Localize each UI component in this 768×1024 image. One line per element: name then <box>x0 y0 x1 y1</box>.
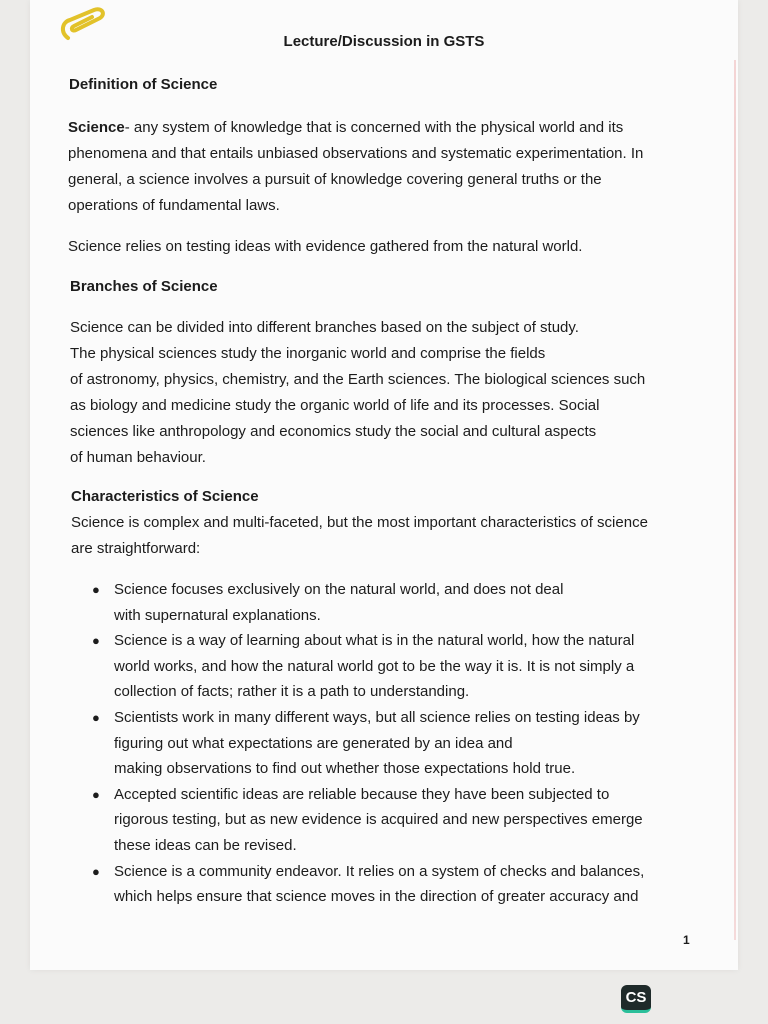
bullet-icon: ● <box>92 582 100 597</box>
characteristics-intro <box>71 510 648 562</box>
definition-heading: Definition of Science <box>69 76 218 93</box>
science-term: Science <box>68 119 125 136</box>
definition-line: operations of fundamental laws. <box>68 197 280 214</box>
characteristics-list <box>90 577 700 910</box>
branches-heading: Branches of Science <box>70 278 218 295</box>
evidence-sentence: Science relies on testing ideas with evidence gathered from the natural world. <box>68 238 583 255</box>
list-item: ● Science is a community endeavor. It relies on a system of checks and balances, which helps ensure that science moves in the direction of greater accuracy and <box>90 859 700 910</box>
branches-line: Science can be divided into different branches based on the subject of study. <box>70 319 579 336</box>
camscanner-logo: CS <box>621 985 651 1013</box>
branches-line: sciences like anthropology and economics study the social and cultural aspects <box>70 423 597 440</box>
branches-paragraph <box>70 315 645 471</box>
branches-line: of astronomy, physics, chemistry, and the Earth sciences. The biological sciences such <box>70 371 646 388</box>
definition-line: - any system of knowledge that is concerned with the physical world and its <box>124 119 624 136</box>
branches-line: The physical sciences study the inorganic world and comprise the fields <box>70 345 546 362</box>
definition-line: phenomena and that entails unbiased observations and systematic experimentation. In <box>68 145 644 162</box>
definition-line: general, a science involves a pursuit of knowledge covering general truths or the <box>68 171 602 188</box>
intro-line: are straightforward: <box>71 540 201 557</box>
bullet-icon: ● <box>92 786 100 802</box>
list-item: ● Science focuses exclusively on the natural world, and does not deal with supernatural explanations. <box>90 577 700 628</box>
bullet-icon: ● <box>92 633 100 649</box>
bullet-icon: ● <box>92 709 100 725</box>
list-item: ● Scientists work in many different ways, but all science relies on testing ideas by figuring out what expectations are generated by an idea and making observations to find out whether those expectations hold true. <box>90 705 700 782</box>
list-item: ● Accepted scientific ideas are reliable because they have been subjected to rigorous testing, but as new evidence is acquired and new perspectives emerge these ideas can be revised. <box>90 782 700 859</box>
branches-line: of human behaviour. <box>70 449 206 466</box>
intro-line: Science is complex and multi-faceted, but the most important characteristics of science <box>71 514 648 531</box>
document-title: Lecture/Discussion in GSTS <box>283 33 485 50</box>
page-number: 1 <box>683 933 690 947</box>
list-item: ● Science is a way of learning about what is in the natural world, how the natural world works, and how the natural world got to be the way it is. It is not simply a collection of facts; rather it is a path to understanding. <box>90 628 700 705</box>
branches-line: as biology and medicine study the organic world of life and its processes. Social <box>70 397 600 414</box>
characteristics-heading: Characteristics of Science <box>71 488 259 505</box>
page-edge-shadow <box>734 60 736 940</box>
definition-paragraph <box>68 115 643 219</box>
bullet-icon: ● <box>92 863 100 879</box>
